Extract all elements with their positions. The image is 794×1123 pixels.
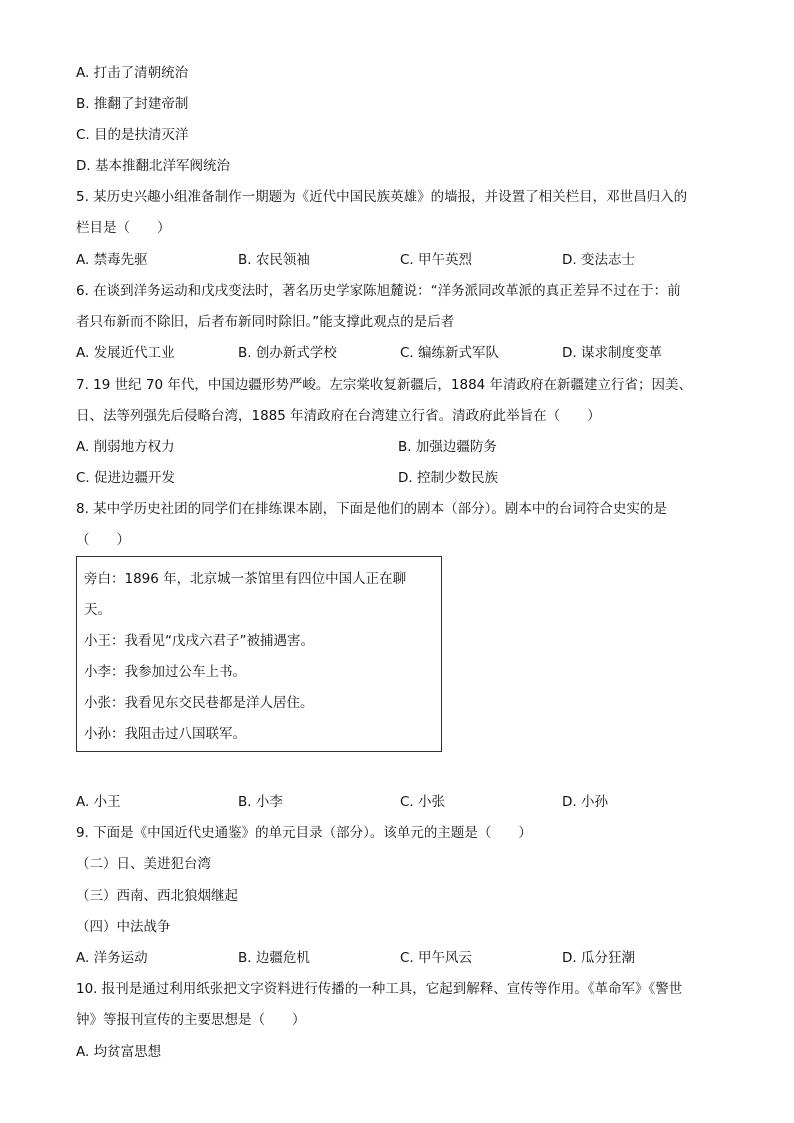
script-xiaoli: 小李：我参加过公车上书。 [84,664,246,680]
q6-option-b: B. 创办新式学校 [238,345,337,361]
q7-options-row2 [76,469,716,487]
q8-option-b: B. 小李 [238,794,283,810]
q8-script-box [76,556,442,752]
script-xiaowang: 小王：我看见“戊戌六君子”被捕遇害。 [84,633,314,649]
q9-item-4: （四）中法战争 [76,919,171,935]
q10-stem-line2: 钟》等报刊宣传的主要思想是（ ） [76,1012,306,1028]
script-narration-line1: 旁白：1896 年，北京城一茶馆里有四位中国人正在聊 [84,571,407,587]
script-xiaozhang: 小张：我看见东交民巷都是洋人居住。 [84,695,314,711]
script-narration-line2: 天。 [84,602,111,618]
q4-option-c: C. 目的是扶清灭洋 [76,127,189,143]
q7-option-b: B. 加强边疆防务 [398,439,497,455]
q4-option-d: D. 基本推翻北洋军阀统治 [76,158,230,174]
q10-option-a: A. 均贫富思想 [76,1044,162,1060]
q8-stem-line1: 8. 某中学历史社团的同学们在排练课本剧，下面是他们的剧本（部分）。剧本中的台词符合史实的是 [76,501,667,517]
q6-stem-line2: 者只布新而不除旧，后者布新同时除旧。”能支撑此观点的是后者 [76,314,455,330]
q8-options [76,793,716,811]
q9-option-a: A. 洋务运动 [76,950,148,966]
q4-option-a: A. 打击了清朝统治 [76,65,189,81]
q9-item-3: （三）西南、西北狼烟继起 [76,888,238,904]
q10-stem-line1: 10. 报刊是通过利用纸张把文字资料进行传播的一种工具，它起到解释、宣传等作用。《革命军》《警世 [76,981,683,997]
q6-options [76,344,716,362]
q7-options-row1 [76,438,716,456]
q8-option-c: C. 小张 [400,794,446,810]
q4-option-b: B. 推翻了封建帝制 [76,96,189,112]
q5-stem-line1: 5. 某历史兴趣小组准备制作一期题为《近代中国民族英雄》的墙报，并设置了相关栏目，邓世昌归入的 [76,189,688,205]
q6-option-a: A. 发展近代工业 [76,345,175,361]
q7-option-d: D. 控制少数民族 [398,470,498,486]
q8-stem-line2: （ ） [76,532,130,548]
q5-options [76,251,716,269]
q8-option-a: A. 小王 [76,794,121,810]
q6-option-d: D. 谋求制度变革 [562,345,662,361]
q9-item-2: （二）日、美进犯台湾 [76,856,211,872]
q9-option-d: D. 瓜分狂潮 [562,950,635,966]
q5-option-b: B. 农民领袖 [238,252,310,268]
q9-options [76,949,716,967]
q7-stem-line2: 日、法等列强先后侵略台湾，1885 年清政府在台湾建立行省。清政府此举旨在（ ） [76,408,601,424]
q8-option-d: D. 小孙 [562,794,608,810]
q5-option-c: C. 甲午英烈 [400,252,473,268]
q7-option-c: C. 促进边疆开发 [76,470,176,486]
q9-option-b: B. 边疆危机 [238,950,310,966]
q9-stem-line1: 9. 下面是《中国近代史通鉴》的单元目录（部分）。该单元的主题是（ ） [76,825,532,841]
q5-stem-line2: 栏目是（ ） [76,220,171,236]
q6-stem-line1: 6. 在谈到洋务运动和戊戌变法时，著名历史学家陈旭麓说：“洋务派同改革派的真正差异不过在于：前 [76,283,681,299]
q6-option-c: C. 编练新式军队 [400,345,500,361]
q5-option-d: D. 变法志士 [562,252,635,268]
q9-option-c: C. 甲午风云 [400,950,473,966]
q7-option-a: A. 削弱地方权力 [76,439,175,455]
script-xiaosun: 小孙：我阻击过八国联军。 [84,726,246,742]
q7-stem-line1: 7. 19 世纪 70 年代，中国边疆形势严峻。左宗棠收复新疆后，1884 年清政府在新疆建立行省；因美、 [76,377,693,393]
q5-option-a: A. 禁毒先驱 [76,252,148,268]
